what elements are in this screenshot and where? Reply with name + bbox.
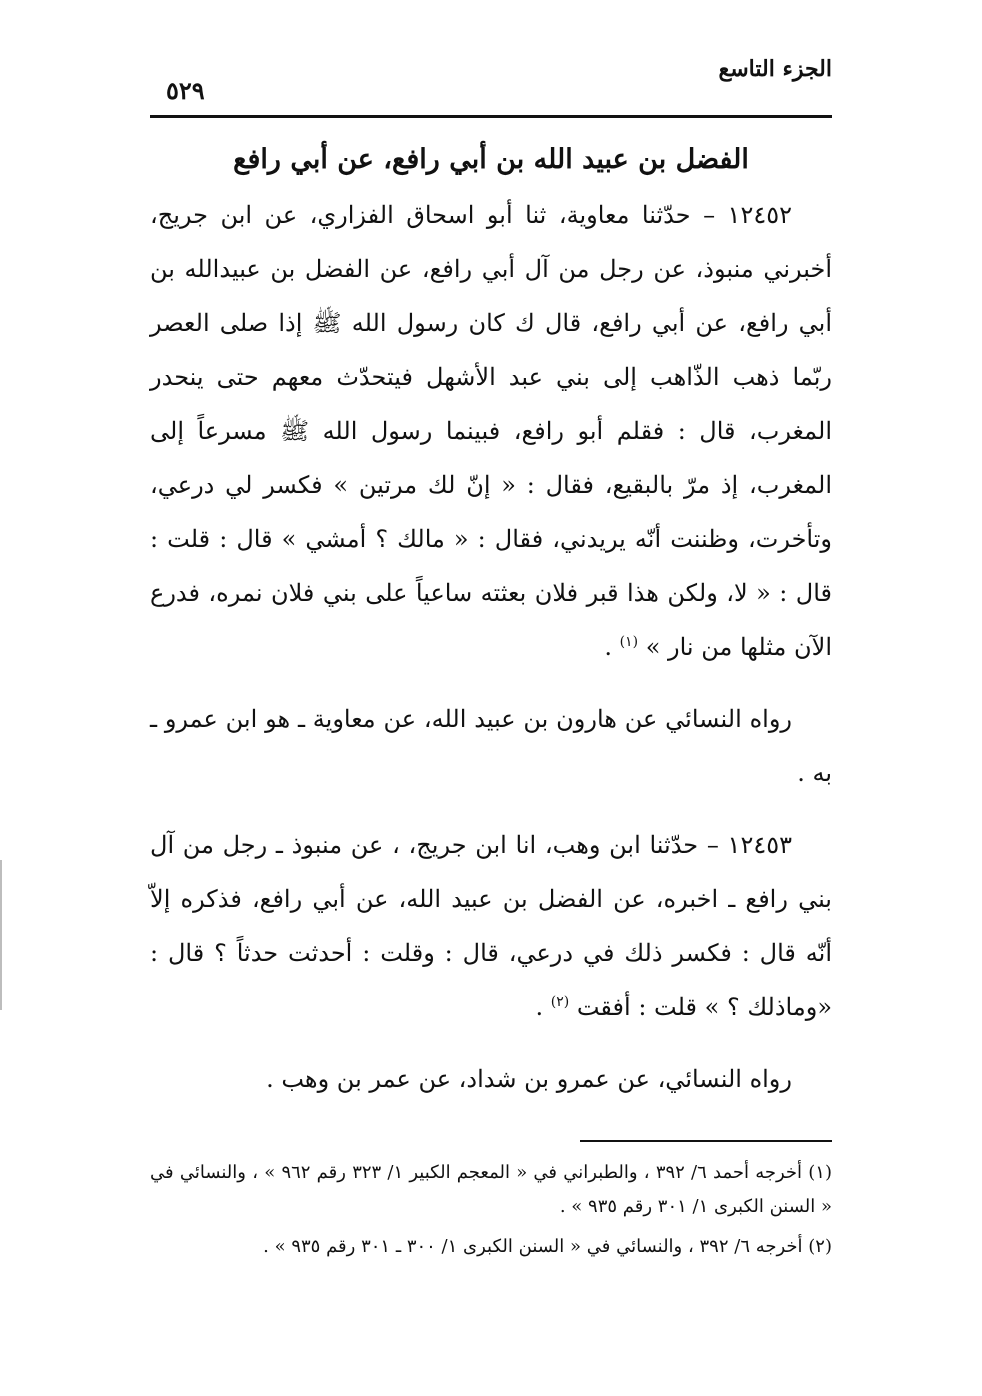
page-number: ٥٢٩ [166,76,205,105]
narration-note-2 [150,1052,832,1106]
running-title: الجزء التاسع [718,56,832,82]
footnote-rule [580,1140,832,1142]
scan-edge-mark [0,860,2,1010]
hadith-number: ١٢٤٥٢ [727,201,792,229]
narration-note-1 [150,692,832,800]
footnote-2: (٢) أخرجه ٦/ ٣٩٢ ، والنسائي في « السنن الكبرى ١/ ٣٠٠ ـ ٣٠١ رقم ٩٣٥ » . [263,1236,832,1257]
hadith-12453 [150,818,832,1034]
footnote-marker[interactable]: (١) [619,634,639,650]
hadith-12452 [150,188,832,674]
footnotes [150,1140,832,1264]
footnote-1: (١) أخرجه أحمد ٦/ ٣٩٢ ، والطبراني في « المعجم الكبير ١/ ٣٢٣ رقم ٩٦٢ » ، والنسائي في « السنن الكبرى ١/ ٣٠١ رقم ٩٣٥ » . [150,1162,832,1217]
page-header [150,50,832,118]
hadith-end: . [604,633,620,661]
main-text [150,140,832,1106]
header-rule [150,115,832,118]
narration-text: رواه النسائي، عن عمرو بن شداد، عن عمر بن وهب . [266,1065,792,1093]
hadith-text: – حدّثنا معاوية، ثنا أبو اسحاق الفزاري، عن ابن جريج، أخبرني منبوذ، عن رجل من آل أبي رافع، عن الفضل بن عبيدالله بن أبي رافع، عن أبي رافع، قال ك كان رسول الله ﷺ إذا صلى العصر ربّما ذهب الذّاهب إلى بني عبد الأشهل فيتحدّث معهم حتى ينحدر المغرب، قال : فقلم أبو رافع، فبينما رسول الله ﷺ مسرعاً إلى المغرب، إذ مرّ بالبقيع، فقال : « إنّ لك مرتين » فكسر لي درعي، وتأخرت، وظننت أنّه يريدني، فقال : « مالك ؟ أمشي » قال : قلت : قال : « لا، ولكن هذا قبر فلان بعثته ساعياً على بني فلان نمره، فدرع الآن مثلها من نار » [150,201,832,661]
hadith-end: . [535,993,551,1021]
footnote-marker[interactable]: (٢) [550,994,570,1010]
section-heading: الفضل بن عبيد الله بن أبي رافع، عن أبي رافع [233,144,749,175]
hadith-number: ١٢٤٥٣ [727,831,792,859]
hadith-text: – حدّثنا ابن وهب، انا ابن جريج، ، عن منبوذ ـ رجل من آل بني رافع ـ اخبره، عن الفضل بن عبيد الله، عن أبي رافع، فذكره إلاّ أنّه قال : فكسر ذلك في درعي، قال : وقلت : أحدثت حدثاً ؟ قال : «وماذلك ؟ » قلت : أفقت [150,831,832,1021]
narration-text: رواه النسائي عن هارون بن عبيد الله، عن معاوية ـ هو ابن عمرو ـ به . [150,705,832,787]
